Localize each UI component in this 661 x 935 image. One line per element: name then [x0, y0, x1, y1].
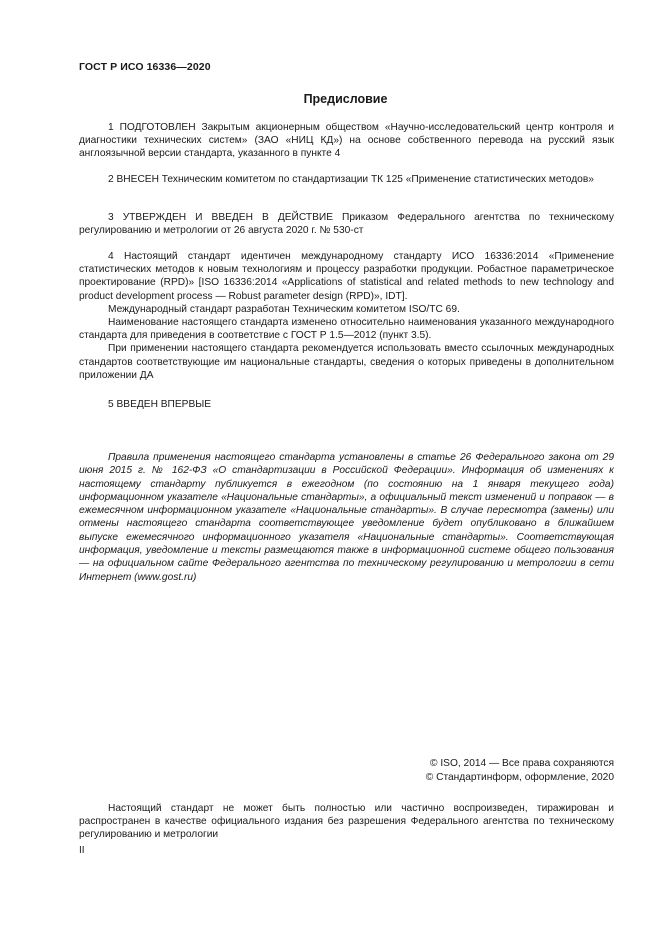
rules-notice	[79, 451, 614, 584]
document-code-header: ГОСТ Р ИСО 16336—2020	[79, 61, 211, 73]
section-4-paragraph-1: 4 Настоящий стандарт идентичен международному стандарту ИСО 16336:2014 «Применение статистических методов к новым технологиям и процессу разработки продукции. Робастное параметрическое проектирование (RPD)» [ISO 16336:2014 «Applications of statistical and related methods to new technology and product development process — Robust parameter design (RPD)», IDT].	[79, 251, 614, 302]
page-number: II	[79, 845, 85, 856]
copyright-iso: © ISO, 2014 — Все права сохраняются	[430, 758, 614, 769]
copyright-standartinform: © Стандартинформ, оформление, 2020	[425, 772, 614, 783]
section-3	[79, 211, 614, 237]
section-2-text: 2 ВНЕСЕН Техническим комитетом по стандартизации ТК 125 «Применение статистических методов»	[108, 174, 594, 185]
section-1-text: 1 ПОДГОТОВЛЕН Закрытым акционерным обществом «Научно-исследовательский центр контроля и диагностики технических систем» (ЗАО «НИЦ КД») на основе собственного перевода на русский язык англоязычной версии стандарта, указанного в пункте 4	[79, 122, 614, 160]
copyright-block	[426, 757, 614, 785]
section-2	[79, 173, 614, 186]
section-3-text: 3 УТВЕРЖДЕН И ВВЕДЕН В ДЕЙСТВИЕ Приказом Федерального агентства по техническому регулированию и метрологии от 26 августа 2020 г. № 530-ст	[79, 212, 614, 237]
section-4-paragraph-3: Наименование настоящего стандарта изменено относительно наименования указанного международного стандарта для приведения в соответствие с ГОСТ Р 1.5—2012 (пункт 3.5).	[79, 317, 614, 342]
section-5-text: 5 ВВЕДЕН ВПЕРВЫЕ	[108, 399, 212, 410]
section-1	[79, 121, 614, 161]
reproduction-notice	[79, 802, 614, 842]
section-5	[79, 398, 614, 411]
page-title: Предисловие	[303, 92, 388, 106]
rules-notice-text: Правила применения настоящего стандарта установлены в статье 26 Федерального закона от 29 июня 2015 г. № 162-ФЗ «О стандартизации в Российской Федерации». Информация об изменениях к настоящему стандарту публикуется в ежегодном (по состоянию на 1 января текущего года) информационном указателе «Национальные стандарты», а официальный текст изменений и поправок — в ежемесячном информационном указателе «Национальные стандарты». В случае пересмотра (замены) или отмены настоящего стандарта соответствующее уведомление будет опубликовано в ближайшем выпуске ежемесячного информационного указателя «Национальные стандарты». Соответствующая информация, уведомление и тексты размещаются также в информационной системе общего пользования — на официальном сайте Федерального агентства по техническому регулированию и метрологии в сети Интернет (www.gost.ru)	[79, 452, 614, 583]
section-4	[79, 250, 614, 382]
section-4-paragraph-4: При применении настоящего стандарта рекомендуется использовать вместо ссылочных международных стандартов соответствующие им национальные стандарты, сведения о которых приведены в дополнительном приложении ДА	[79, 343, 614, 381]
section-4-paragraph-2: Международный стандарт разработан Техническим комитетом ISO/TC 69.	[108, 303, 460, 315]
reproduction-notice-text: Настоящий стандарт не может быть полностью или частично воспроизведен, тиражирован и распространен в качестве официального издания без разрешения Федерального агентства по техническому регулированию и метрологии	[79, 803, 614, 841]
